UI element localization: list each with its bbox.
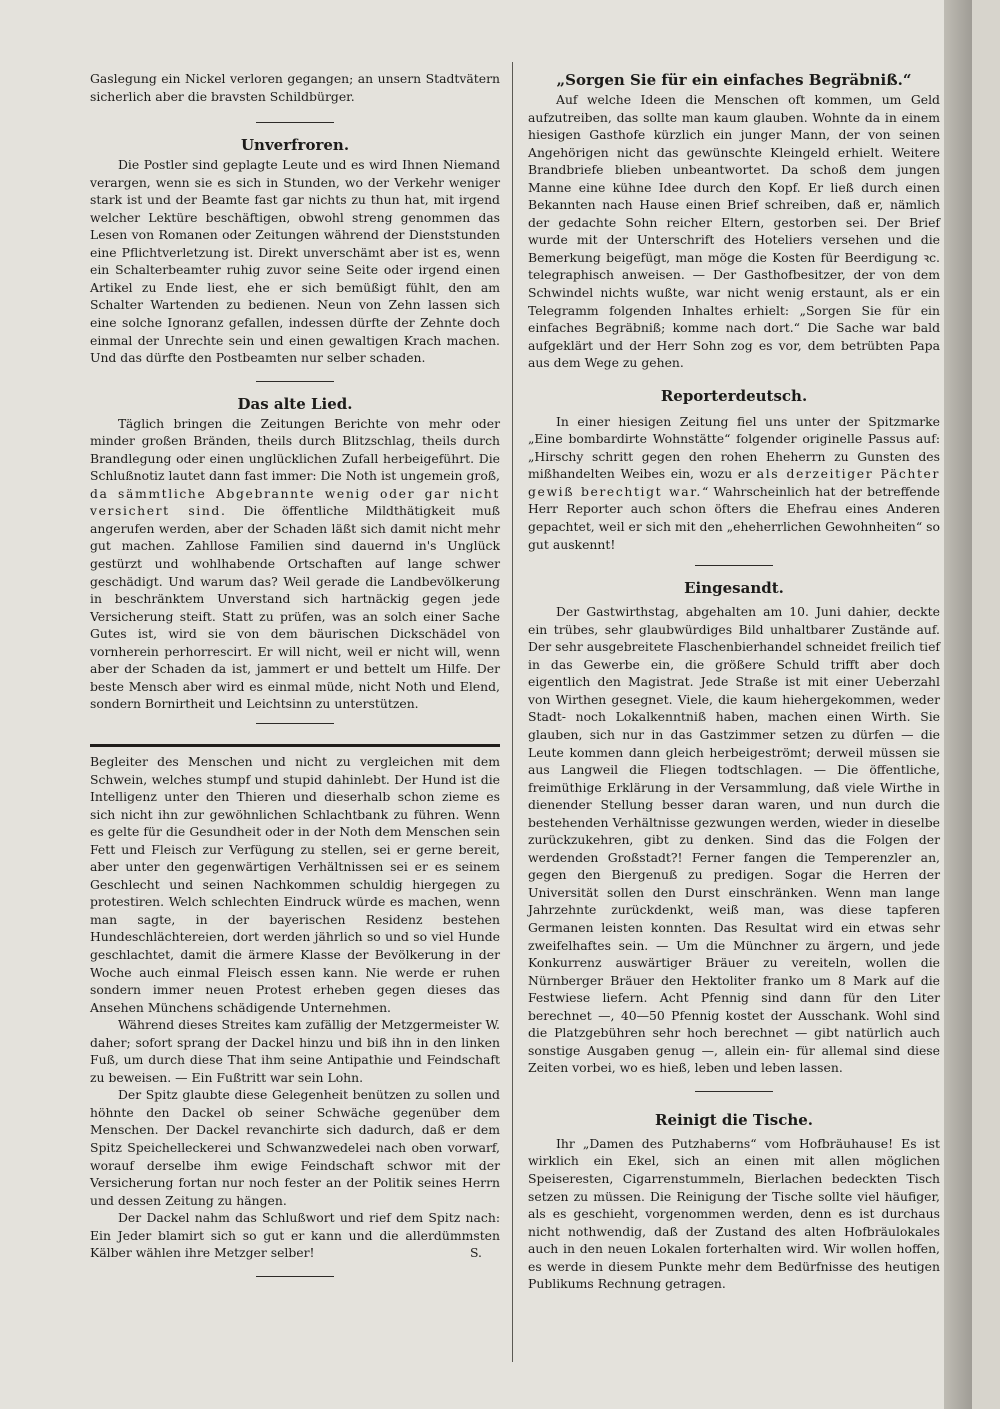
article-body-reporterdeutsch [528, 413, 940, 553]
article-body-das-alte-lied [90, 415, 500, 713]
body-part: Täglich bringen die Zeitungen Berichte von mehr oder minder großen Bränden, theils durch Blitzschlag, theils durch Brandlegung oder einen unglücklichen Zufall herbeigeführt. Die Schlußnotiz lautet dann fast immer: Die Noth ist ungemein groß, [90, 415, 500, 484]
body-part: “ Wahrscheinlich hat der betreffende Herr Reporter auch schon öfters die Ehefrau eines Anderen gepachtet, weil er sich mit den „eheherrlichen Gewohnheiten“ so gut auskennt! [528, 483, 940, 552]
article-title-reinigt-die-tische: Reinigt die Tische. [654, 1110, 813, 1129]
continuation-paragraph-3: Der Spitz glaubte diese Gelegenheit benützen zu sollen und höhnte den Dackel ob seiner Schwäche gegenüber dem Menschen. Der Dackel revanchirte sich dadurch, daß er dem Spitz Speichelleckerei und Schwanzwedelei nach oben vorwarf, worauf derselbe ihm ewige Feindschaft schwor mit der Versicherung fortan nur noch fester an der Politik seines Herrn und dessen Zeitung zu hängen. [90, 1087, 500, 1208]
article-title-reporterdeutsch: Reporterdeutsch. [660, 386, 808, 405]
article-title-eingesandt: Eingesandt. [684, 579, 784, 598]
left-column [90, 70, 500, 1277]
article-body-unverfroren: Die Postler sind geplagte Leute und es wird Ihnen Niemand verargen, wenn sie es sich in Stunden, wo der Verkehr weniger stark ist und der Beamte fast gar nichts zu thun hat, mit irgend welcher Lektüre beschäftigen, obwohl streng genommen das Lesen von Romanen oder Zeitungen während der Dienststunden eine Pflichtverletzung ist. Direkt unverschämt aber ist es, wenn ein Schalterbeamter ruhig zuvor seine Seite oder irgend einen Artikel zu Ende liest, ehe er sich bemüßigt fühlt, den am Schalter Wartenden zu bedienen. Neun von Zehn lassen sich eine solche Ignoranz gefallen, indessen dürfte der Zehnte doch einmal der Unrechte sein und einen gewaltigen Krach machen. Und das dürfte den Postbeamten nur selber schaden. [90, 157, 500, 366]
spaced-emphasis: da sämmtliche Abgebrannte wenig oder gar nicht versichert sind. [90, 485, 500, 519]
spaced-emphasis: als derzeitiger Pächter gewiß berechtigt war. [528, 466, 940, 499]
author-signature: S. [470, 1245, 482, 1261]
right-column [528, 70, 940, 1293]
section-rule [256, 1276, 334, 1277]
body-part: Der Dackel nahm das Schlußwort und rief dem Spitz nach: Ein Jeder blamirt sich so gut er kann und die allerdümmsten Kälber wählen ihre Metzger selber! [90, 1210, 500, 1261]
continuation-paragraph-1: Begleiter des Menschen und nicht zu vergleichen mit dem Schwein, welches stumpf und stupid dahinlebt. Der Hund ist die Intelligenz unter den Thieren und dieserhalb schon zieme es sich nicht ihn zur gewöhnlichen Schlachtbank zu führen. Wenn es gelte für die Gesundheit oder in der Noth dem Menschen sein Fett und Fleisch zur Verfügung zu stellen, sei er gerne bereit, aber unter den gegenwärtigen Verhältnissen sei er es seinem Geschlecht und seinen Nachkommen schuldig hiergegen zu protestiren. Welch schlechten Eindruck würde es machen, wenn man sagte, in der bayerischen Residenz bestehen Hundeschlächtereien, dort werden jährlich so und so viel Hunde geschlachtet, damit die ärmere Klasse der Bevölkerung in der Woche auch einmal Fleisch essen kann. Nie werde er ruhen sondern immer neuen Protest erheben gegen dieses das Ansehen Münchens schädigende Unternehmen. [90, 753, 500, 1015]
continuation-paragraph-4 [90, 1209, 500, 1262]
body-part: In einer hiesigen Zeitung fiel uns unter der Spitzmarke „Eine bombardirte Wohnstätte“ folgender originelle Passus auf: „Hirschy schritt gegen den rohen Eheherrn zu Gunsten des mißhandelten Weibes ein, wozu er [528, 413, 940, 482]
article-body-reinigt-die-tische: Ihr „Damen des Putzhaberns“ vom Hofbräuhause! Es ist wirklich ein Ekel, sich an einen mit allen möglichen Speiseresten, Cigarrenstummeln, Bierlachen bedeckten Tisch setzen zu müssen. Die Reinigung der Tische sollte viel häufiger, als es geschieht, vorgenommen werden, denn es ist durchaus nicht nothwendig, daß der Zustand des alten Hofbräulokales auch in den neuen Lokalen forterhalten wird. Wir wollen hoffen, es werde in diesem Punkte mehr dem Bedürfnisse des heutigen Publikums Rechnung getragen. [528, 1135, 940, 1292]
article-title-unverfroren: Unverfroren. [240, 136, 350, 155]
article-title-begraebniss: „Sorgen Sie für ein einfaches Begräbniß.“ [556, 71, 912, 89]
intro-paragraph: Gaslegung ein Nickel verloren gegangen; an unsern Stadtvätern sicherlich aber die bravsten Schildbürger. [90, 71, 500, 104]
article-body-begraebniss: Auf welche Ideen die Menschen oft kommen, um Geld aufzutreiben, das sollte man kaum glauben. Wohnte da in einem hiesigen Gasthofe kürzlich ein junger Mann, der von seinen Angehörigen nicht das gewünschte Kleingeld erhielt. Weitere Brandbriefe blieben unbeantwortet. Da schoß dem jungen Manne eine kühne Idee durch den Kopf. Er ließ durch einen Bekannten nach Hause einen Brief schreiben, daß er, nämlich der gedachte Sohn reicher Eltern, gestorben sei. Der Brief wurde mit der Unterschrift des Hoteliers versehen und die Bemerkung beigefügt, man möge die Kosten für Beerdigung ꝛc. telegraphisch anweisen. — Der Gasthofbesitzer, der von dem Schwindel nichts wußte, war nicht wenig erstaunt, als er ein Telegramm folgenden Inhaltes erhielt: „Sorgen Sie für ein einfaches Begräbniß; komme nach dort.“ Die Sache war bald aufgeklärt und der Herr Sohn zog es vor, dem betrübten Papa aus dem Wege zu gehen. [528, 92, 940, 371]
body-part: Die öffentliche Mildthätigkeit muß angerufen werden, aber der Schaden läßt sich damit nicht mehr gut machen. Zahllose Familien sind dauernd in's Unglück gestürzt und wohlhabende Ortschaften auf lange schwer geschädigt. Und warum das? Weil gerade die Landbevölkerung in beschränktem Unverstand sich hartnäckig gegen jede Versicherung steift. Statt zu prüfen, was an solch einer Sache Gutes ist, wird sie von dem bäurischen Dickschädel von vornherein perhorrescirt. Er will nicht, weil er nicht will, wenn aber der Schaden da ist, jammert er und bettelt um Hilfe. Der beste Mensch aber wird es einmal müde, nicht Noth und Elend, sondern Bornirtheit und Leichtsinn zu unterstützen. [90, 503, 500, 712]
article-body-eingesandt: Der Gastwirthstag, abgehalten am 10. Juni dahier, deckte ein trübes, sehr glaubwürdiges Bild unhaltbarer Zustände auf. Der sehr ausgebreitete Flaschenbierhandel schneidet freilich tief in das Gewerbe ein, die größere Schuld trifft aber doch eigentlich den Magistrat. Jede Straße ist mit einer Ueberzahl von Wirthen gesegnet. Viele, die kaum hiehergekommen, weder Stadt- noch Lokalkenntniß haben, machen einen Wirth. Sie glauben, sich nur in das Gastzimmer setzen zu dürfen — die Leute kommen dann gleich herbeigeströmt; derweil müssen sie aus Langweil die Fliegen todtschlagen. — Die öffentliche, freimüthige Erklärung in der Versammlung, daß viele Wirthe in dienender Stellung besser daran waren, und nun durch die bestehenden Verhältnisse gezwungen werden, wieder in dieselbe zurückzukehren, gibt zu denken. Sind das die Folgen der werdenden Großstadt?! Ferner fangen die Temperenzler an, gegen den Biergenuß zu predigen. Sogar die Herren der Universität sollen den Durst einschränken. Wenn man lange Jahrzehnte zurückdenkt, weiß man, was diese tapferen Germanen leisten konnten. Das Resultat wird ein etwas sehr zweifelhaftes sein. — Um die Münchner zu ärgern, und jede Konkurrenz auswärtiger Bräuer zu vereiteln, wollen die Nürnberger Bräuer den Hektoliter franko um 8 Mark auf die Festwiese liefern. Acht Pfennig sind dann für den Liter berechnet —, 40—50 Pfennig kostet der Ausschank. Wohl sind die Platzgebühren sehr hoch berechnet — gibt natürlich auch sonstige Ausgaben genug —, allein ein- für allemal sind diese Zeiten vorbei, wo es hieß, leben und leben lassen. [528, 604, 940, 1076]
page-edge-shadow [944, 0, 972, 1409]
column-divider [512, 62, 513, 1362]
article-title-das-alte-lied: Das alte Lied. [237, 394, 353, 413]
continuation-paragraph-2: Während dieses Streites kam zufällig der Metzgermeister W. daher; sofort sprang der Dackel hinzu und biß ihn in den linken Fuß, um durch diese That ihm seine Antipathie und Feindschaft zu beweisen. — Ein Fußtritt war sein Lohn. [90, 1017, 500, 1085]
